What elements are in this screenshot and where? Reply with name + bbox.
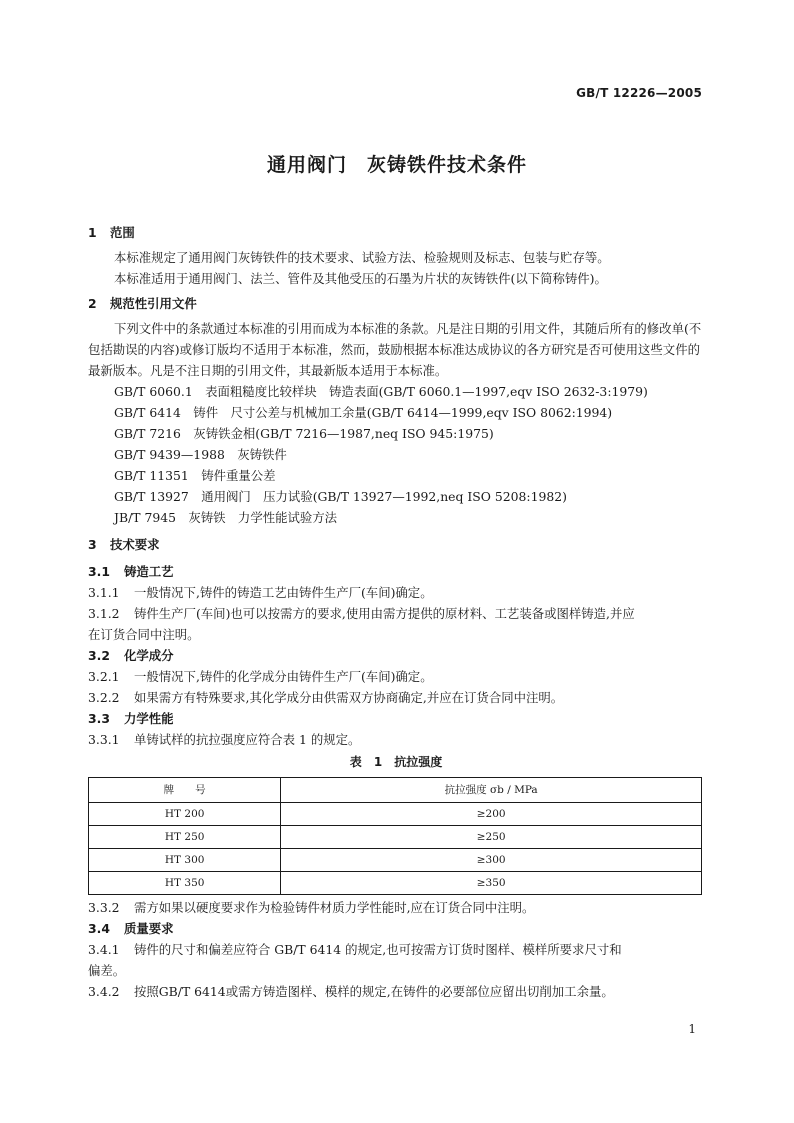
- clause-text: 铸件的尺寸和偏差应符合 GB/T 6414 的规定,也可按需方订货时图样、模样所要求尺寸和: [134, 942, 622, 957]
- clause-text: 铸件生产厂(车间)也可以按需方的要求,使用由需方提供的原材料、工艺装备或图样铸造,并应: [134, 606, 635, 621]
- table-row: [89, 849, 702, 872]
- clause-continuation: 在订货合同中注明。: [88, 627, 200, 642]
- clause: [88, 981, 704, 1002]
- section-title: 铸造工艺: [124, 564, 174, 579]
- cell-strength: ≥200: [281, 803, 702, 826]
- section-title: 技术要求: [110, 537, 160, 552]
- clause: [88, 897, 704, 918]
- section-number: 3.2: [88, 648, 110, 663]
- subsection-heading-chemical-composition: [88, 645, 704, 666]
- clause: [88, 939, 704, 960]
- section-number: 3: [88, 537, 97, 552]
- table-header-row: [89, 778, 702, 803]
- clause-number: 3.3.1: [88, 732, 120, 747]
- cell-strength: ≥350: [281, 872, 702, 895]
- section-title: 力学性能: [124, 711, 174, 726]
- paragraph: 本标准适用于通用阀门、法兰、管件及其他受压的石墨为片状的灰铸铁件(以下简称铸件)。: [114, 271, 607, 286]
- table-row: [89, 826, 702, 849]
- clause: [88, 687, 704, 708]
- reference-item: GB/T 13927 通用阀门 压力试验(GB/T 13927—1992,neq ISO 5208:1982): [114, 489, 567, 504]
- clause-text: 单铸试样的抗拉强度应符合表 1 的规定。: [134, 732, 361, 747]
- paragraph: 本标准规定了通用阀门灰铸铁件的技术要求、试验方法、检验规则及标志、包装与贮存等。: [114, 250, 610, 265]
- clause-text: 按照GB/T 6414或需方铸造图样、模样的规定,在铸件的必要部位应留出切削加工余量。: [134, 984, 614, 999]
- clause: [88, 729, 704, 750]
- section-number: 3.3: [88, 711, 110, 726]
- reference-item: GB/T 11351 铸件重量公差: [114, 468, 276, 483]
- section-title: 范围: [110, 225, 135, 240]
- section-heading-technical-requirements: [88, 534, 704, 555]
- reference-item: JB/T 7945 灰铸铁 力学性能试验方法: [114, 510, 338, 525]
- clause-number: 3.1.2: [88, 606, 120, 621]
- cell-grade: HT 350: [89, 872, 281, 895]
- table-title: 表 1 抗拉强度: [349, 755, 443, 769]
- section-number: 1: [88, 225, 97, 240]
- reference-item: GB/T 7216 灰铸铁金相(GB/T 7216—1987,neq ISO 945:1975): [114, 426, 494, 441]
- clause-text: 一般情况下,铸件的铸造工艺由铸件生产厂(车间)确定。: [134, 585, 433, 600]
- reference-item: GB/T 6414 铸件 尺寸公差与机械加工余量(GB/T 6414—1999,eqv ISO 8062:1994): [114, 405, 613, 420]
- page-number: 1: [688, 1022, 696, 1036]
- section-number: 3.4: [88, 921, 110, 936]
- cell-grade: HT 300: [89, 849, 281, 872]
- header-tensile-strength: 抗拉强度 σb / MPa: [281, 778, 702, 803]
- section-title: 质量要求: [124, 921, 174, 936]
- cell-grade: HT 250: [89, 826, 281, 849]
- clause-continuation: 偏差。: [88, 963, 126, 978]
- table-row: [89, 872, 702, 895]
- section-title: 规范性引用文件: [110, 296, 197, 311]
- clause-number: 3.1.1: [88, 585, 120, 600]
- clause: [88, 582, 704, 603]
- reference-item: GB/T 6060.1 表面粗糙度比较样块 铸造表面(GB/T 6060.1—1997,eqv ISO 2632-3:1979): [114, 384, 648, 399]
- paragraph: 下列文件中的条款通过本标准的引用而成为本标准的条款。凡是注日期的引用文件，其随后所有的修改单(不包括勘误的内容)或修订版均不适用于本标准，然而，鼓励根据本标准达成协议的各方研究是否可使用这些文件的最新版本。凡是不注日期的引用文件，其最新版本适用于本标准。: [88, 321, 702, 378]
- tensile-strength-table: [88, 777, 702, 895]
- cell-strength: ≥300: [281, 849, 702, 872]
- clause: [88, 603, 704, 624]
- standard-code: GB/T 12226—2005: [576, 86, 702, 100]
- clause-text: 如果需方有特殊要求,其化学成分由供需双方协商确定,并应在订货合同中注明。: [134, 690, 564, 705]
- subsection-heading-mechanical-properties: [88, 708, 704, 729]
- section-number: 2: [88, 296, 97, 311]
- clause-text: 需方如果以硬度要求作为检验铸件材质力学性能时,应在订货合同中注明。: [134, 900, 535, 915]
- clause-number: 3.2.2: [88, 690, 120, 705]
- document-title: 通用阀门 灰铸铁件技术条件: [266, 154, 527, 176]
- subsection-heading-quality-requirements: [88, 918, 704, 939]
- subsection-heading-casting-process: [88, 561, 704, 582]
- reference-item: GB/T 9439—1988 灰铸铁件: [114, 447, 287, 462]
- cell-strength: ≥250: [281, 826, 702, 849]
- header-grade: 牌 号: [89, 778, 281, 803]
- clause-number: 3.2.1: [88, 669, 120, 684]
- document-body: [88, 218, 704, 1002]
- section-heading-normative-references: [88, 293, 704, 314]
- clause-text: 一般情况下,铸件的化学成分由铸件生产厂(车间)确定。: [134, 669, 433, 684]
- table-row: [89, 803, 702, 826]
- section-heading-scope: [88, 222, 704, 243]
- clause-number: 3.3.2: [88, 900, 120, 915]
- clause-number: 3.4.1: [88, 942, 120, 957]
- section-title: 化学成分: [124, 648, 174, 663]
- clause: [88, 666, 704, 687]
- cell-grade: HT 200: [89, 803, 281, 826]
- section-number: 3.1: [88, 564, 110, 579]
- clause-number: 3.4.2: [88, 984, 120, 999]
